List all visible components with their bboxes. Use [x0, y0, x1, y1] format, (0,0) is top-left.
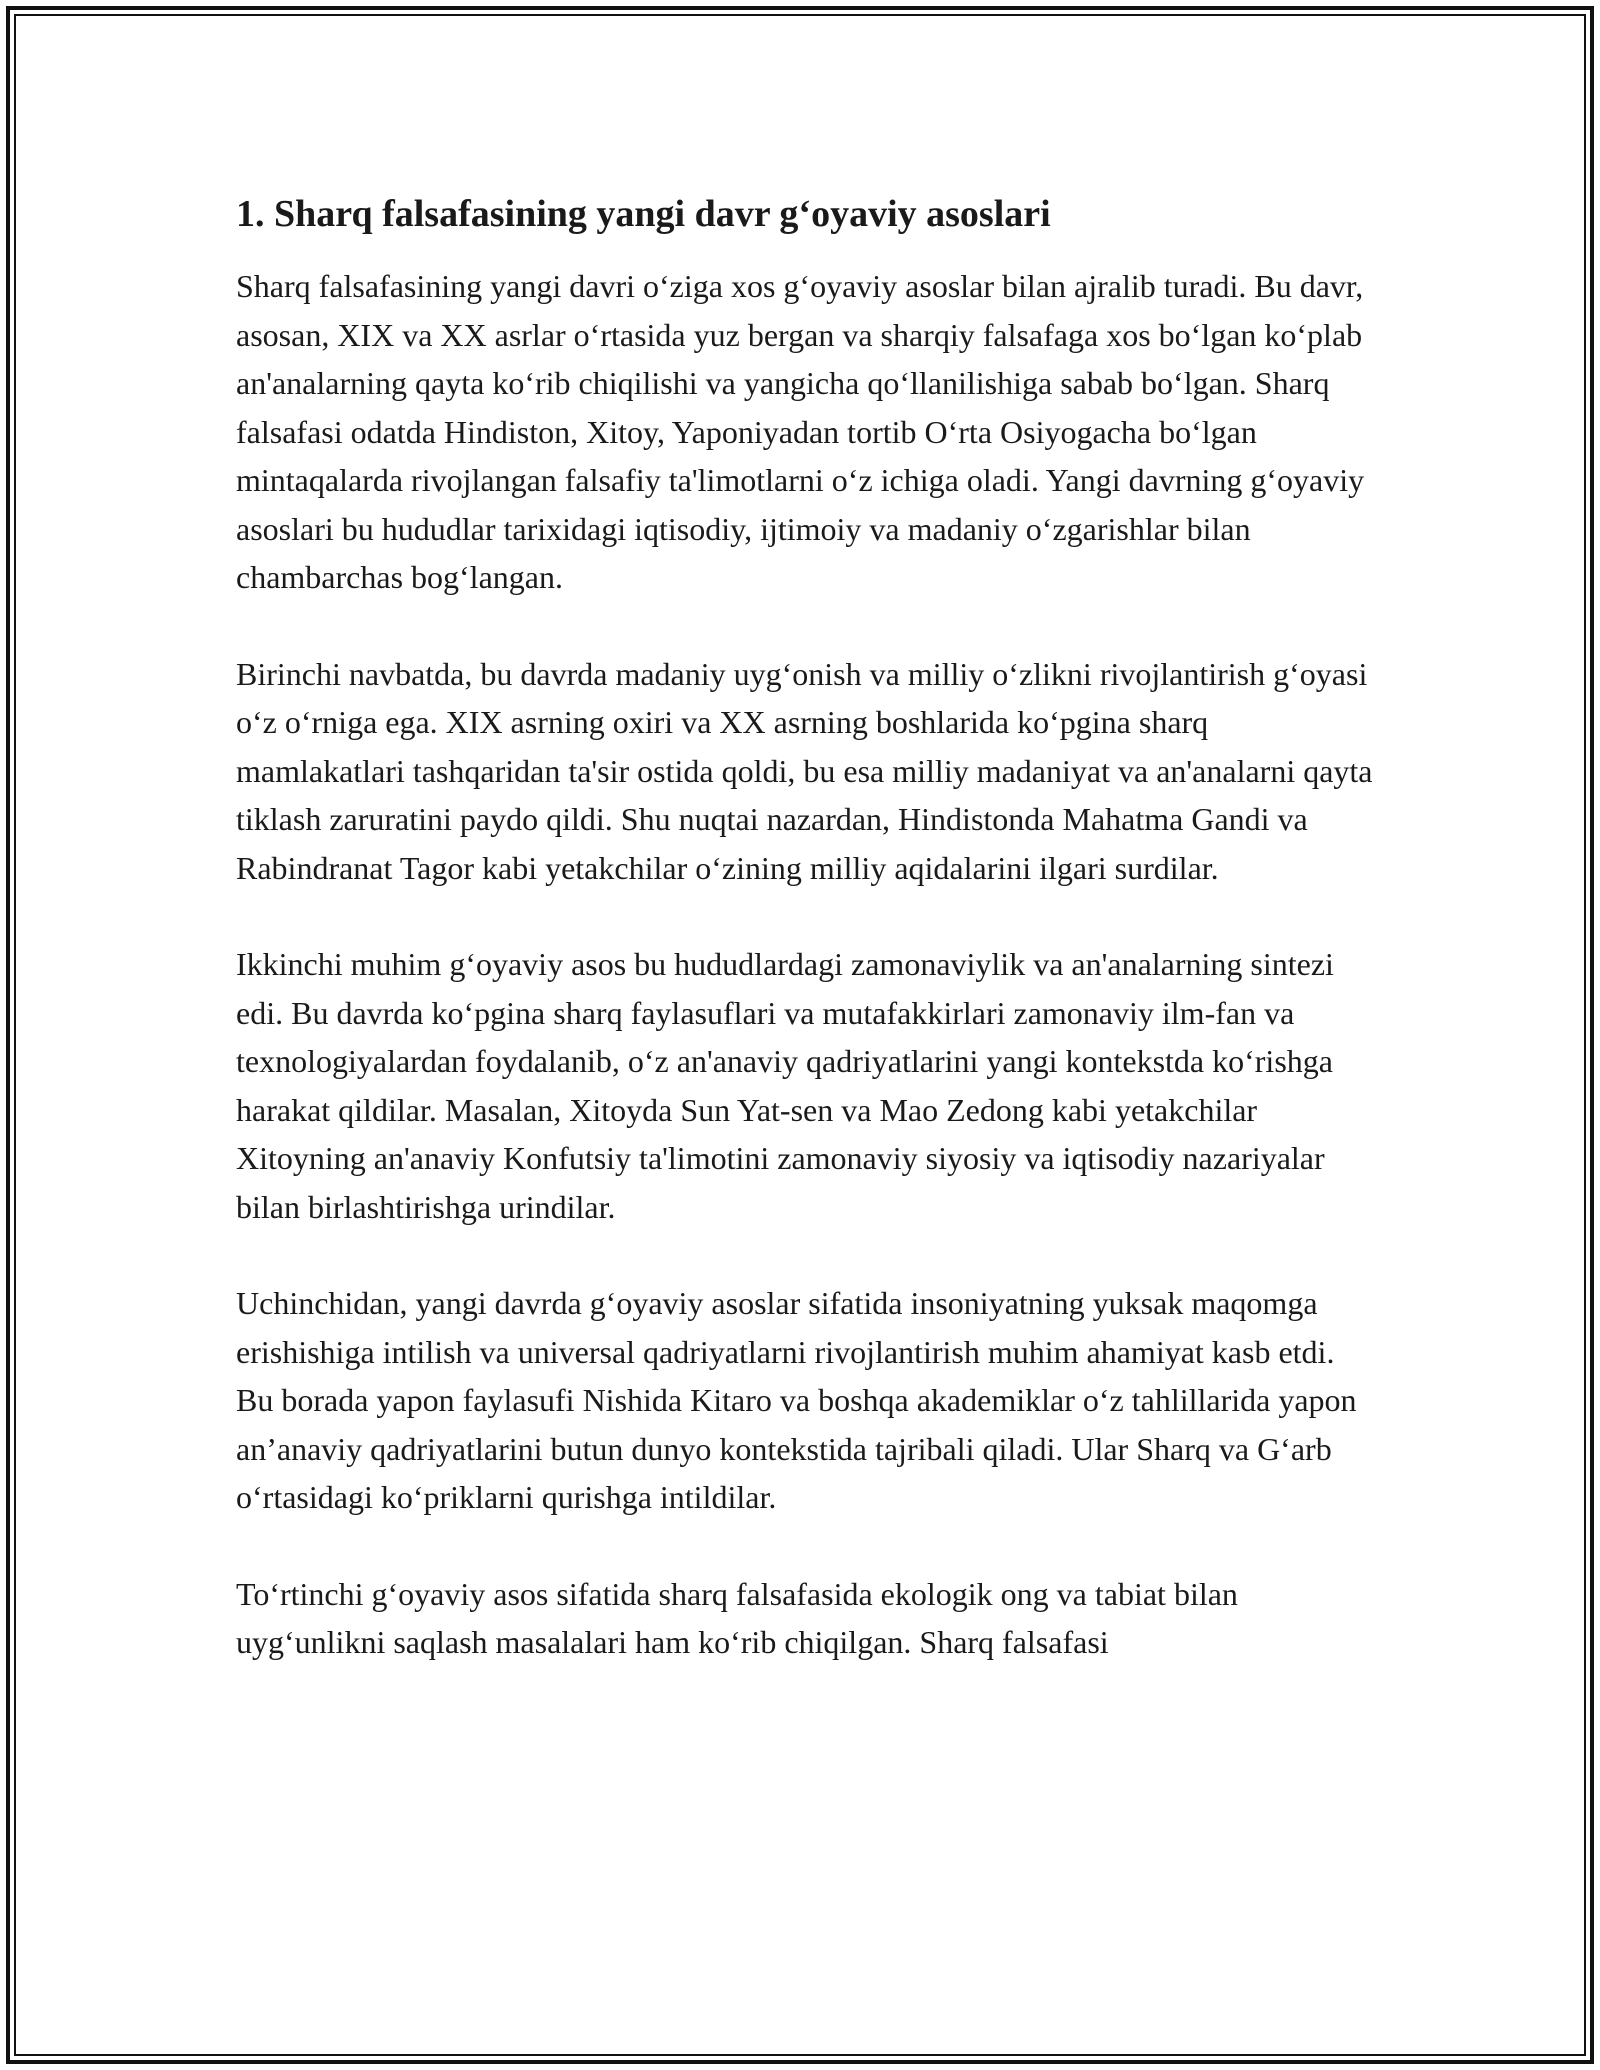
- paragraph-5: To‘rtinchi g‘oyaviy asos sifatida sharq falsafasida ekologik ong va tabiat bilan uyg‘unlikni saqlash masalalari ham ko‘rib chiqilgan. Sharq falsafasi: [236, 1575, 1238, 1660]
- document-body: [236, 186, 1376, 1715]
- section-heading: 1. Sharq falsafasining yangi davr g‘oyaviy asoslari: [236, 193, 1051, 235]
- paragraph-4: Uchinchidan, yangi davrda g‘oyaviy asoslar sifatida insoniyatning yuksak maqomga erishishiga intilish va universal qadriyatlarni rivojlantirish muhim ahamiyat kasb etdi. Bu borada yapon faylasufi Nishida Kitaro va boshqa akademiklar o‘z tahlillarida yapon an’anaviy qadriyatlarini butun dunyo kontekstida tajribali qiladi. Ular Sharq va G‘arb o‘rtasidagi ko‘priklarni qurishga intildilar.: [236, 1285, 1357, 1515]
- paragraph-1: Sharq falsafasining yangi davri o‘ziga xos g‘oyaviy asoslar bilan ajralib turadi. Bu davr, asosan, XIX va XX asrlar o‘rtasida yuz bergan va sharqiy falsafaga xos bo‘lgan ko‘plab an'analarning qayta ko‘rib chiqilishi va yangicha qo‘llanilishiga sabab bo‘lgan. Sharq falsafasi odatda Hindiston, Xitoy, Yaponiyadan tortib O‘rta Osiyogacha bo‘lgan mintaqalarda rivojlangan falsafiy ta'limotlarni o‘z ichiga oladi. Yangi davrning g‘oyaviy asoslari bu hududlar tarixidagi iqtisodiy, ijtimoiy va madaniy o‘zgarishlar bilan chambarchas bog‘langan.: [236, 268, 1365, 595]
- paragraph-2: Birinchi navbatda, bu davrda madaniy uyg‘onish va milliy o‘zlikni rivojlantirish g‘oyasi o‘z o‘rniga ega. XIX asrning oxiri va XX asrning boshlarida ko‘pgina sharq mamlakatlari tashqaridan ta'sir ostida qoldi, bu esa milliy madaniyat va an'analarni qayta tiklash zaruratini paydo qildi. Shu nuqtai nazardan, Hindistonda Mahatma Gandi va Rabindranat Tagor kabi yetakchilar o‘zining milliy aqidalarini ilgari surdilar.: [236, 655, 1373, 886]
- paragraph-3: Ikkinchi muhim g‘oyaviy asos bu hududlardagi zamonaviylik va an'analarning sintezi edi. Bu davrda ko‘pgina sharq faylasuflari va mutafakkirlari zamonaviy ilm-fan va texnologiyalardan foydalanib, o‘z an'anaviy qadriyatlarini yangi kontekstda ko‘rishga harakat qildilar. Masalan, Xitoyda Sun Yat-sen va Mao Zedong kabi yetakchilar Xitoyning an'anaviy Konfutsiy ta'limotini zamonaviy siyosiy va iqtisodiy nazariyalar bilan birlashtirishga urindilar.: [236, 946, 1334, 1225]
